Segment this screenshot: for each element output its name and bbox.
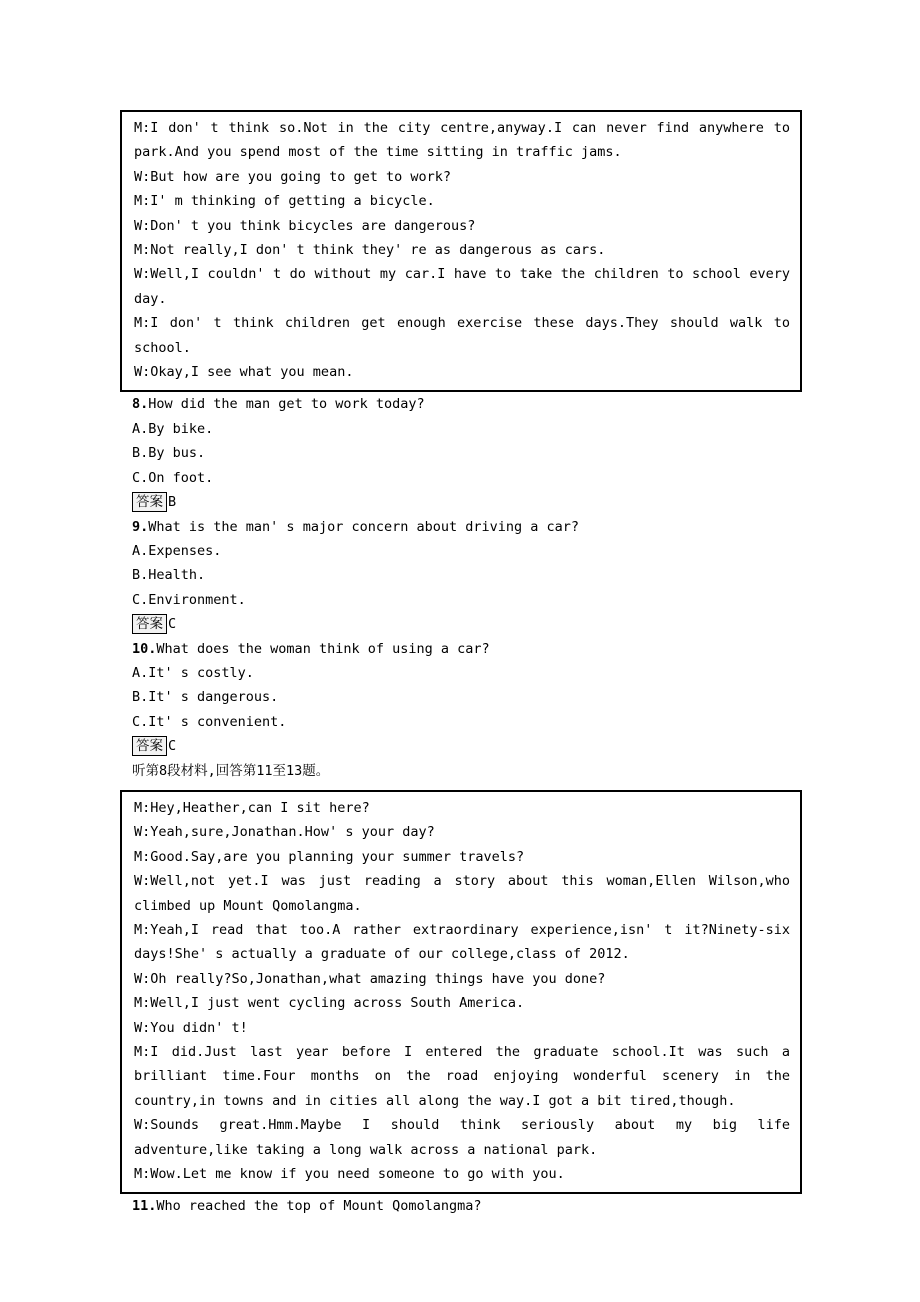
section-instruction-note: 听第8段材料,回答第11至13题。 [132,762,330,779]
spacer [120,783,802,790]
answer-option: B.It' s dangerous. [132,689,279,706]
answer-option: C.Environment. [132,591,246,608]
answer-label-badge: 答案 [132,736,167,756]
dialogue-line: M:Hey,Heather,can I sit here? [134,799,370,816]
question-text-row [132,392,802,416]
answer-label-badge: 答案 [132,492,167,512]
exam-transcript-page [120,110,802,1219]
dialogue-line: W:Okay,I see what you mean. [134,364,354,381]
question-number: 8. [132,396,149,413]
dialogue-line: W:Don' t you think bicycles are dangerous? [134,217,476,234]
answer-letter: C [168,738,177,755]
dialogue-line: M:Yeah,I read that too.A rather extraordinary experience,isn' t it?Ninety-six days!She' s actually a graduate of our college,class of 2012. [134,922,790,963]
dialogue-line: M:Not really,I don' t think they' re as dangerous as cars. [134,242,606,259]
dialogue-line: M:Well,I just went cycling across South America. [134,995,525,1012]
question-text-row [132,637,802,661]
dialogue-line: W:Well,I couldn' t do without my car.I have to take the children to school every day. [134,266,790,307]
question-text-row [132,1194,802,1218]
answer-row [132,490,802,514]
dialogue-line: W:Sounds great.Hmm.Maybe I should think seriously about my big life adventure,like taking a long walk across a national park. [134,1117,790,1158]
dialogue-line: W:Oh really?So,Jonathan,what amazing things have you done? [134,970,606,987]
answer-option: A.Expenses. [132,542,222,559]
question-number: 9. [132,518,149,535]
dialogue-line: W:You didn' t! [134,1019,248,1036]
dialogue-line: M:Good.Say,are you planning your summer travels? [134,848,525,865]
dialogue-line: M:I don' t think children get enough exercise these days.They should walk to school. [134,315,790,356]
answer-option: C.It' s convenient. [132,713,287,730]
answer-label-badge: 答案 [132,614,167,634]
dialogue-transcript-box [120,790,802,1195]
question-block [120,637,802,759]
answer-option: A.It' s costly. [132,664,254,681]
question-text: Who reached the top of Mount Qomolangma? [156,1198,482,1215]
answer-letter: C [168,616,177,633]
dialogue-line: M:Wow.Let me know if you need someone to go with you. [134,1166,565,1183]
dialogue-transcript-box [120,110,802,392]
dialogue-line: W:Yeah,sure,Jonathan.How' s your day? [134,824,435,841]
question-block [120,392,802,514]
dialogue-line: W:Well,not yet.I was just reading a story about this woman,Ellen Wilson,who climbed up Mount Qomolangma. [134,873,790,914]
answer-letter: B [168,494,177,511]
answer-option: A.By bike. [132,420,214,437]
question-text: What is the man' s major concern about driving a car? [148,518,580,535]
question-text: What does the woman think of using a car? [156,640,490,657]
question-text-row [132,515,802,539]
answer-row [132,612,802,636]
question-number: 11. [132,1198,157,1215]
answer-option: B.By bus. [132,445,206,462]
question-number: 10. [132,640,157,657]
question-block [120,515,802,637]
dialogue-line: M:I did.Just last year before I entered the graduate school.It was such a brilliant time.Four months on the road enjoying wonderful scenery in the country,in towns and in cities all along the way.I got a bit tired,though. [134,1044,790,1109]
question-text: How did the man get to work today? [148,396,425,413]
question-block [120,1194,802,1218]
dialogue-line: M:I don' t think so.Not in the city centre,anyway.I can never find anywhere to park.And you spend most of the time sitting in traffic jams. [134,120,790,161]
answer-option: B.Health. [132,567,206,584]
dialogue-line: W:But how are you going to get to work? [134,168,451,185]
dialogue-line: M:I' m thinking of getting a bicycle. [134,193,435,210]
answer-option: C.On foot. [132,469,214,486]
answer-row [132,734,802,758]
